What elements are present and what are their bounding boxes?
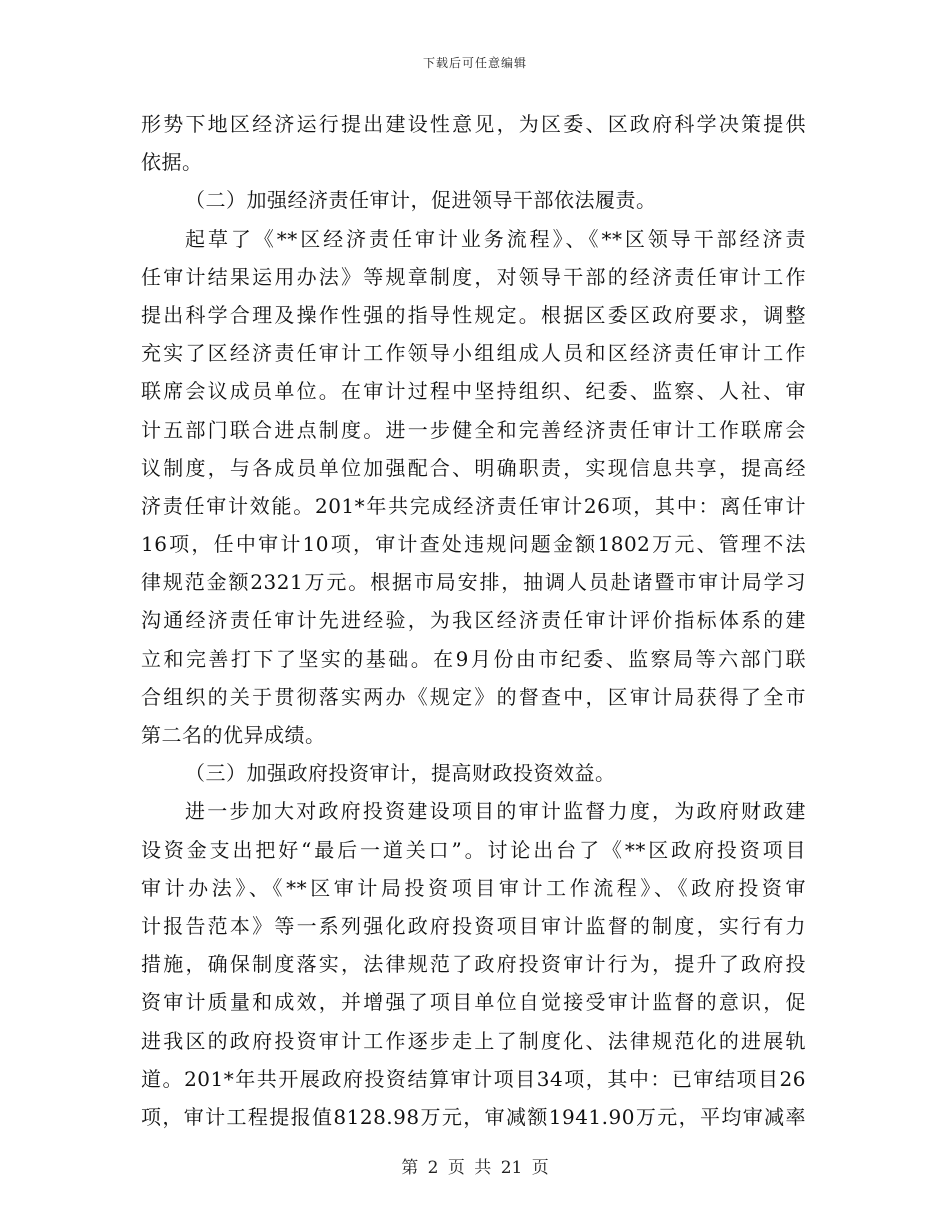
body-line: 任审计结果运用办法》等规章制度，对领导干部的经济责任审计工作 xyxy=(141,264,806,289)
body-line: 议制度，与各成员单位加强配合、明确职责，实现信息共享，提高经 xyxy=(141,455,806,480)
body-line: 合组织的关于贯彻落实两办《规定》的督查中，区审计局获得了全市 xyxy=(141,684,806,709)
body-line: 依据。 xyxy=(141,150,203,175)
body-line: 审计办法》、《**区审计局投资项目审计工作流程》、《政府投资审 xyxy=(141,875,806,900)
body-line: 律规范金额2321万元。根据市局安排，抽调人员赴诸暨市审计局学习 xyxy=(141,570,806,595)
section-heading: （二）加强经济责任审计，促进领导干部依法履责。 xyxy=(185,188,657,213)
body-line: 沟通经济责任审计先进经验，为我区经济责任审计评价指标体系的建 xyxy=(141,608,806,633)
body-line: 济责任审计效能。201*年共完成经济责任审计26项，其中：离任审计 xyxy=(141,493,806,518)
body-line: 进我区的政府投资审计工作逐步走上了制度化、法律规范化的进展轨 xyxy=(141,1028,806,1053)
body-line: 第二名的优异成绩。 xyxy=(141,723,326,747)
paragraph-first-line: 起草了《**区经济责任审计业务流程》、《**区领导干部经济责 xyxy=(185,226,806,251)
body-line: 项，审计工程提报值8128.98万元，审减额1941.90万元，平均审减率 xyxy=(141,1104,806,1129)
body-line: 充实了区经济责任审计工作领导小组组成人员和区经济责任审计工作 xyxy=(141,341,806,366)
page-header: 下载后可任意编辑 xyxy=(422,56,527,70)
body-line: 计五部门联合进点制度。进一步健全和完善经济责任审计工作联席会 xyxy=(141,417,806,442)
body-line: 资审计质量和成效，并增强了项目单位自觉接受审计监督的意识，促 xyxy=(141,990,806,1015)
body-line: 计报告范本》等一系列强化政府投资项目审计监督的制度，实行有力 xyxy=(141,913,806,938)
body-line: 设资金支出把好“最后一道关口”。讨论出台了《**区政府投资项目 xyxy=(141,837,806,862)
section-heading: （三）加强政府投资审计，提高财政投资效益。 xyxy=(185,761,616,786)
body-line: 提出科学合理及操作性强的指导性规定。根据区委区政府要求，调整 xyxy=(141,302,806,327)
paragraph-first-line: 进一步加大对政府投资建设项目的审计监督力度，为政府财政建 xyxy=(185,799,806,824)
body-line: 16项，任中审计10项，审计查处违规问题金额1802万元、管理不法 xyxy=(141,532,806,557)
body-line: 措施，确保制度落实，法律规范了政府投资审计行为，提升了政府投 xyxy=(141,952,806,977)
document-body xyxy=(141,105,806,1136)
page-number: 第 2 页 共 21 页 xyxy=(401,1158,549,1178)
body-line: 联席会议成员单位。在审计过程中坚持组织、纪委、监察、人社、审 xyxy=(141,379,806,404)
body-line: 道。201*年共开展政府投资结算审计项目34项，其中：已审结项目26 xyxy=(141,1066,806,1091)
body-line: 立和完善打下了坚实的基础。在9月份由市纪委、监察局等六部门联 xyxy=(141,646,806,671)
body-line: 形势下地区经济运行提出建设性意见，为区委、区政府科学决策提供 xyxy=(141,112,806,136)
